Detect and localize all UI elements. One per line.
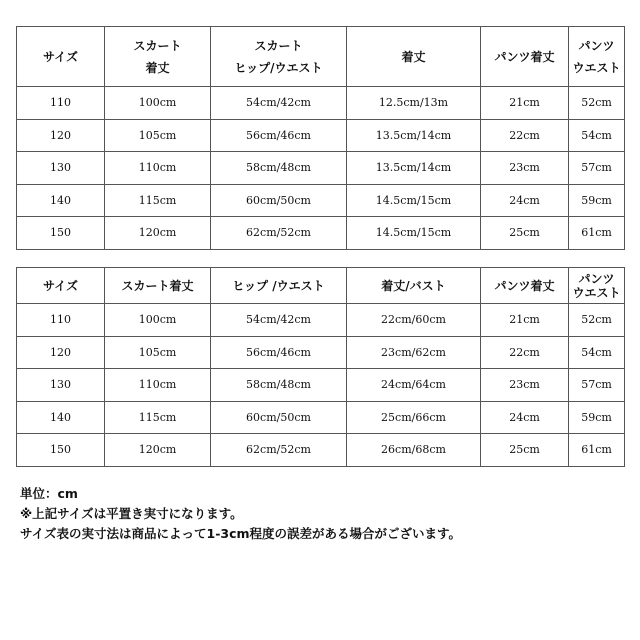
table-cell: 54cm/42cm <box>211 87 347 120</box>
table-cell: 110 <box>17 87 105 120</box>
table-cell: 115cm <box>105 401 211 434</box>
table-cell: 21cm <box>481 304 569 337</box>
table-cell: 13.5cm/14cm <box>347 119 481 152</box>
table-cell: 14.5cm/15cm <box>347 217 481 250</box>
table-cell: 120 <box>17 119 105 152</box>
table-row <box>17 87 625 120</box>
table-cell: 23cm <box>481 369 569 402</box>
tolerance-note: サイズ表の実寸法は商品によって1-3cm程度の誤差がある場合がございます。 <box>20 526 462 541</box>
table-cell: 14.5cm/15cm <box>347 184 481 217</box>
table-cell: 150 <box>17 434 105 467</box>
table-cell: 59cm <box>569 184 625 217</box>
table-cell: 24cm <box>481 401 569 434</box>
table-cell: 52cm <box>569 87 625 120</box>
table-cell: 105cm <box>105 336 211 369</box>
table-cell: 23cm <box>481 152 569 185</box>
column-header: ヒップ /ウエスト <box>211 268 347 304</box>
table-cell: 54cm/42cm <box>211 304 347 337</box>
table-row <box>17 434 625 467</box>
column-header: パンツ着丈 <box>481 27 569 87</box>
table-cell: 54cm <box>569 119 625 152</box>
table-cell: 100cm <box>105 304 211 337</box>
column-header: 着丈 <box>347 27 481 87</box>
table-cell: 120cm <box>105 434 211 467</box>
table-row <box>17 369 625 402</box>
table-cell: 25cm <box>481 217 569 250</box>
table-cell: 25cm/66cm <box>347 401 481 434</box>
table-cell: 130 <box>17 152 105 185</box>
table-cell: 24cm <box>481 184 569 217</box>
table-cell: 105cm <box>105 119 211 152</box>
table-cell: 110cm <box>105 152 211 185</box>
table-cell: 60cm/50cm <box>211 184 347 217</box>
size-table-1 <box>16 26 625 250</box>
table-cell: 62cm/52cm <box>211 217 347 250</box>
table-cell: 62cm/52cm <box>211 434 347 467</box>
table-cell: 60cm/50cm <box>211 401 347 434</box>
measurement-note: ※上記サイズは平置き実寸になります。 <box>20 506 243 521</box>
table-cell: 110 <box>17 304 105 337</box>
table-cell: 21cm <box>481 87 569 120</box>
column-header: パンツ着丈 <box>481 268 569 304</box>
table-cell: 120cm <box>105 217 211 250</box>
column-header: サイズ <box>17 268 105 304</box>
unit-note: 単位：cm <box>20 486 78 501</box>
notes <box>20 484 461 544</box>
column-header: スカート 着丈 <box>105 27 211 87</box>
table-cell: 24cm/64cm <box>347 369 481 402</box>
table-cell: 13.5cm/14cm <box>347 152 481 185</box>
table-row <box>17 184 625 217</box>
table-cell: 23cm/62cm <box>347 336 481 369</box>
table-cell: 150 <box>17 217 105 250</box>
table-cell: 58cm/48cm <box>211 152 347 185</box>
column-header: スカート着丈 <box>105 268 211 304</box>
table-cell: 61cm <box>569 434 625 467</box>
table-cell: 58cm/48cm <box>211 369 347 402</box>
table-row <box>17 304 625 337</box>
table-row <box>17 217 625 250</box>
column-header: スカート ヒップ/ウエスト <box>211 27 347 87</box>
table-cell: 100cm <box>105 87 211 120</box>
table-cell: 59cm <box>569 401 625 434</box>
table-row <box>17 119 625 152</box>
table-row <box>17 152 625 185</box>
table-cell: 26cm/68cm <box>347 434 481 467</box>
table-cell: 22cm <box>481 119 569 152</box>
table-cell: 54cm <box>569 336 625 369</box>
table-cell: 130 <box>17 369 105 402</box>
column-header: 着丈/バスト <box>347 268 481 304</box>
table-cell: 57cm <box>569 369 625 402</box>
column-header: サイズ <box>17 27 105 87</box>
table-cell: 140 <box>17 401 105 434</box>
header-row <box>17 268 625 304</box>
table-cell: 52cm <box>569 304 625 337</box>
table-cell: 115cm <box>105 184 211 217</box>
table-row <box>17 401 625 434</box>
table-row <box>17 336 625 369</box>
table-cell: 56cm/46cm <box>211 119 347 152</box>
table-cell: 61cm <box>569 217 625 250</box>
table-cell: 56cm/46cm <box>211 336 347 369</box>
table-cell: 57cm <box>569 152 625 185</box>
column-header: パンツ ウエスト <box>569 27 625 87</box>
table-cell: 120 <box>17 336 105 369</box>
table-cell: 140 <box>17 184 105 217</box>
table-cell: 22cm <box>481 336 569 369</box>
table-cell: 22cm/60cm <box>347 304 481 337</box>
size-table-2 <box>16 267 625 467</box>
table-cell: 110cm <box>105 369 211 402</box>
header-row <box>17 27 625 87</box>
table-cell: 25cm <box>481 434 569 467</box>
column-header: パンツ ウエスト <box>569 268 625 304</box>
table-cell: 12.5cm/13m <box>347 87 481 120</box>
